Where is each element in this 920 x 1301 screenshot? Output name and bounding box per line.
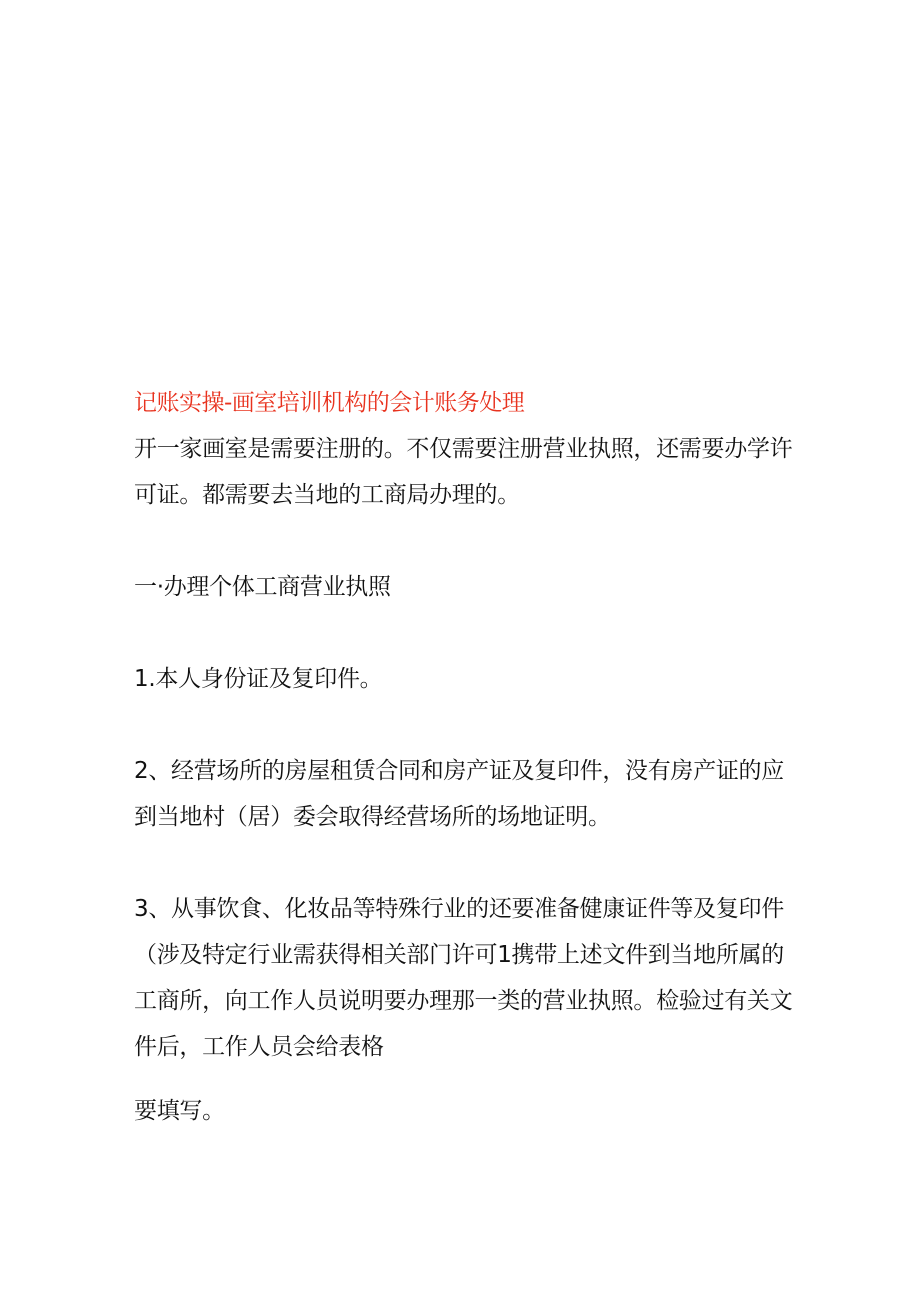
spacer (134, 610, 794, 656)
list-item: 3、从事饮食、化妆品等特殊行业的还要准备健康证件等及复印件（涉及特定行业需获得相关部门许可1携带上述文件到当地所属的工商所，向工作人员说明要办理那一类的营业执照。检验过有关文件后，工作人员会给表格 (134, 896, 793, 1060)
spacer (134, 702, 794, 748)
document-title: 记账实操-画室培训机构的会计账务处理 (134, 390, 525, 416)
trailing-text: 要填写。 (134, 1098, 225, 1124)
spacer (134, 840, 794, 886)
spacer (134, 518, 794, 564)
intro-paragraph: 开一家画室是需要注册的。不仅需要注册营业执照，还需要办学许可证。都需要去当地的工商局办理的。 (134, 436, 793, 508)
list-item: 1.本人身份证及复印件。 (134, 666, 383, 692)
list-item: 2、经营场所的房屋租赁合同和房产证及复印件，没有房产证的应到当地村（居）委会取得经营场所的场地证明。 (134, 758, 784, 830)
section-heading: 一·办理个体工商营业执照 (134, 574, 391, 600)
document-body (134, 380, 794, 1134)
